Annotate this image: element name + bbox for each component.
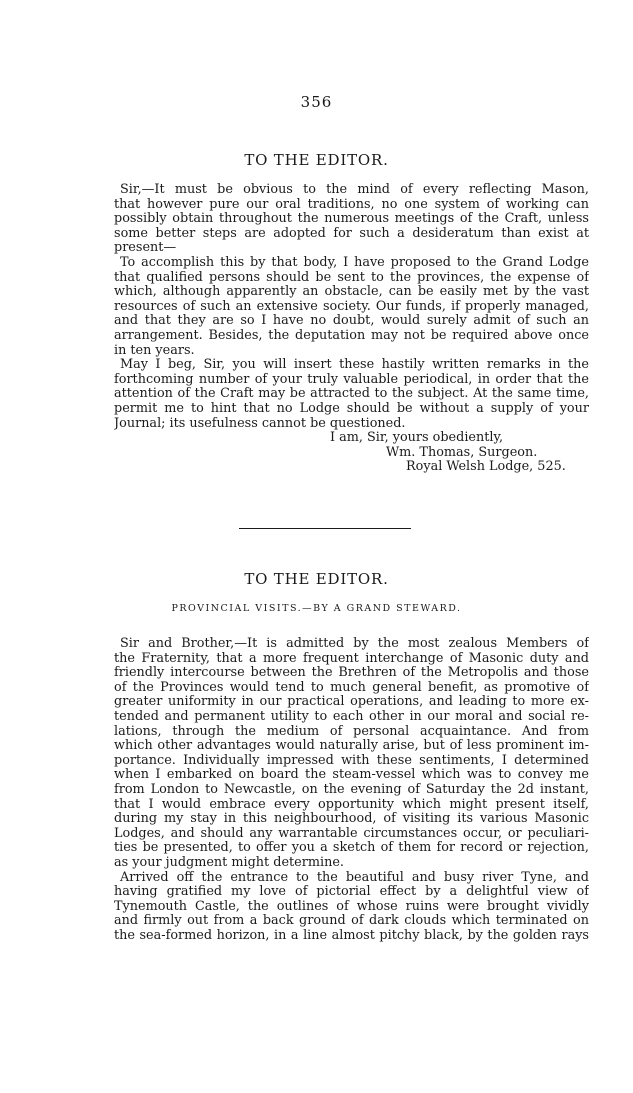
text-line: portance. Individually impressed with these sentiments, I determined [114,753,589,768]
text-line: the sea-formed horizon, in a line almost pitchy black, by the golden rays [114,928,589,943]
text-line: forthcoming number of your truly valuable periodical, in order that the [114,372,589,387]
text-line: Lodges, and should any warrantable circumstances occur, or peculiari- [114,826,589,841]
section-divider [239,528,411,529]
text-line: To accomplish this by that body, I have proposed to the Grand Lodge [120,255,589,270]
text-line: greater uniformity in our practical operations, and leading to more ex- [114,695,589,710]
text-line: that qualified persons should be sent to the provinces, the expense of [114,270,589,285]
page-number: 356 [300,93,333,111]
text-line: arrangement. Besides, the deputation may not be required above once [114,328,589,343]
text-line: of the Provinces would tend to much general benefit, as promotive of [114,680,589,695]
text-line: Journal; its usefulness cannot be questioned. [114,416,406,431]
text-line: Sir,—It must be obvious to the mind of every reflecting Mason, [120,183,589,197]
text-line: ties be presented, to offer you a sketch of them for record or rejection, [114,841,589,856]
text-line: the Fraternity, that a more frequent interchange of Masonic duty and [114,651,589,666]
text-line: that however pure our oral traditions, no one system of working can [114,197,589,212]
text-line: as your judgment might determine. [114,855,344,870]
text-line: during my stay in this neighbourhood, of visiting its various Masonic [114,812,589,827]
text-line: permit me to hint that no Lodge should be without a supply of your [114,401,589,416]
text-line: friendly intercourse between the Brethren of the Metropolis and those [114,666,589,681]
text-line: which, although apparently an obstacle, can be easily met by the vast [114,285,589,300]
text-line: having gratified my love of pictorial effect by a delightful view of [114,885,589,900]
text-line: Tynemouth Castle, the outlines of whose ruins were brought vividly [114,899,589,914]
text-line: Sir and Brother,—It is admitted by the most zealous Members of [120,637,589,651]
text-line: present— [114,241,177,256]
text-line: resources of such an extensive society. Our funds, if properly managed, [114,299,589,314]
letter1-signature: Wm. Thomas, Surgeon. [386,444,538,460]
text-line: and firmly out from a back ground of dark clouds which terminated on [114,914,589,929]
letter2-subheading: PROVINCIAL VISITS.—BY A GRAND STEWARD. [171,603,462,614]
text-line: that I would embrace every opportunity which might present itself, [114,797,589,812]
text-line: in ten years. [114,343,195,358]
text-line: which other advantages would naturally arise, but of less prominent im- [114,739,589,754]
letter1-heading: TO THE EDITOR. [244,151,389,169]
letter1-closing: I am, Sir, yours obediently, [330,430,504,446]
text-line: attention of the Craft may be attracted to the subject. At the same time, [114,387,589,402]
text-line: tended and permanent utility to each other in our moral and social re- [114,709,589,724]
text-line: May I beg, Sir, you will insert these hastily written remarks in the [120,358,589,373]
letter1-body [114,183,589,475]
text-line: some better steps are adopted for such a desideratum than exist at [114,226,589,241]
letter2-body [114,637,589,943]
text-line: when I embarked on board the steam-vessel which was to convey me [114,768,589,783]
text-line: Arrived off the entrance to the beautiful and busy river Tyne, and [120,870,589,885]
letter2-heading: TO THE EDITOR. [244,570,389,588]
text-line: possibly obtain throughout the numerous meetings of the Craft, unless [114,212,589,227]
letter1-lodge: Royal Welsh Lodge, 525. [406,459,566,475]
text-line: lations, through the medium of personal acquaintance. And from [114,724,589,739]
text-line: from London to Newcastle, on the evening of Saturday the 2d instant, [114,782,589,797]
text-line: and that they are so I have no doubt, would surely admit of such an [114,314,589,329]
